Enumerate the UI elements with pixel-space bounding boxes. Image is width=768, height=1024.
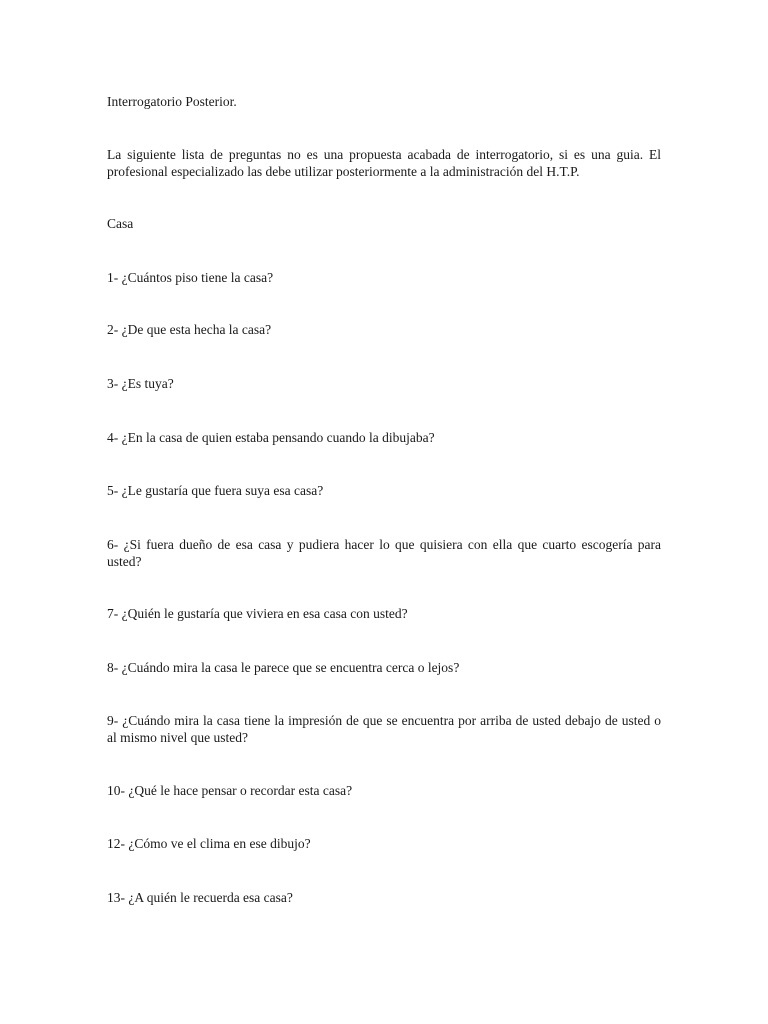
question-9: 9- ¿Cuándo mira la casa tiene la impresión de que se encuentra por arriba de usted debajo de usted o al mismo nivel que usted? (107, 713, 661, 745)
question-6: 6- ¿Si fuera dueño de esa casa y pudiera hacer lo que quisiera con ella que cuarto escogería para usted? (107, 537, 661, 569)
intro-paragraph: La siguiente lista de preguntas no es una propuesta acabada de interrogatorio, si es una guia. El profesional especializado las debe utilizar posteriormente a la administración del H.T.P. (107, 147, 661, 179)
document-title: Interrogatorio Posterior. (107, 94, 237, 109)
question-7: 7- ¿Quién le gustaría que viviera en esa casa con usted? (107, 606, 408, 621)
question-2: 2- ¿De que esta hecha la casa? (107, 322, 272, 337)
section-heading-casa: Casa (107, 216, 134, 231)
question-13: 13- ¿A quién le recuerda esa casa? (107, 890, 293, 905)
question-3: 3- ¿Es tuya? (107, 376, 174, 391)
question-4: 4- ¿En la casa de quien estaba pensando cuando la dibujaba? (107, 430, 435, 445)
question-5: 5- ¿Le gustaría que fuera suya esa casa? (107, 483, 324, 498)
question-12: 12- ¿Cómo ve el clima en ese dibujo? (107, 836, 311, 851)
question-8: 8- ¿Cuándo mira la casa le parece que se encuentra cerca o lejos? (107, 660, 460, 675)
question-1: 1- ¿Cuántos piso tiene la casa? (107, 270, 274, 285)
question-10: 10- ¿Qué le hace pensar o recordar esta casa? (107, 783, 353, 798)
